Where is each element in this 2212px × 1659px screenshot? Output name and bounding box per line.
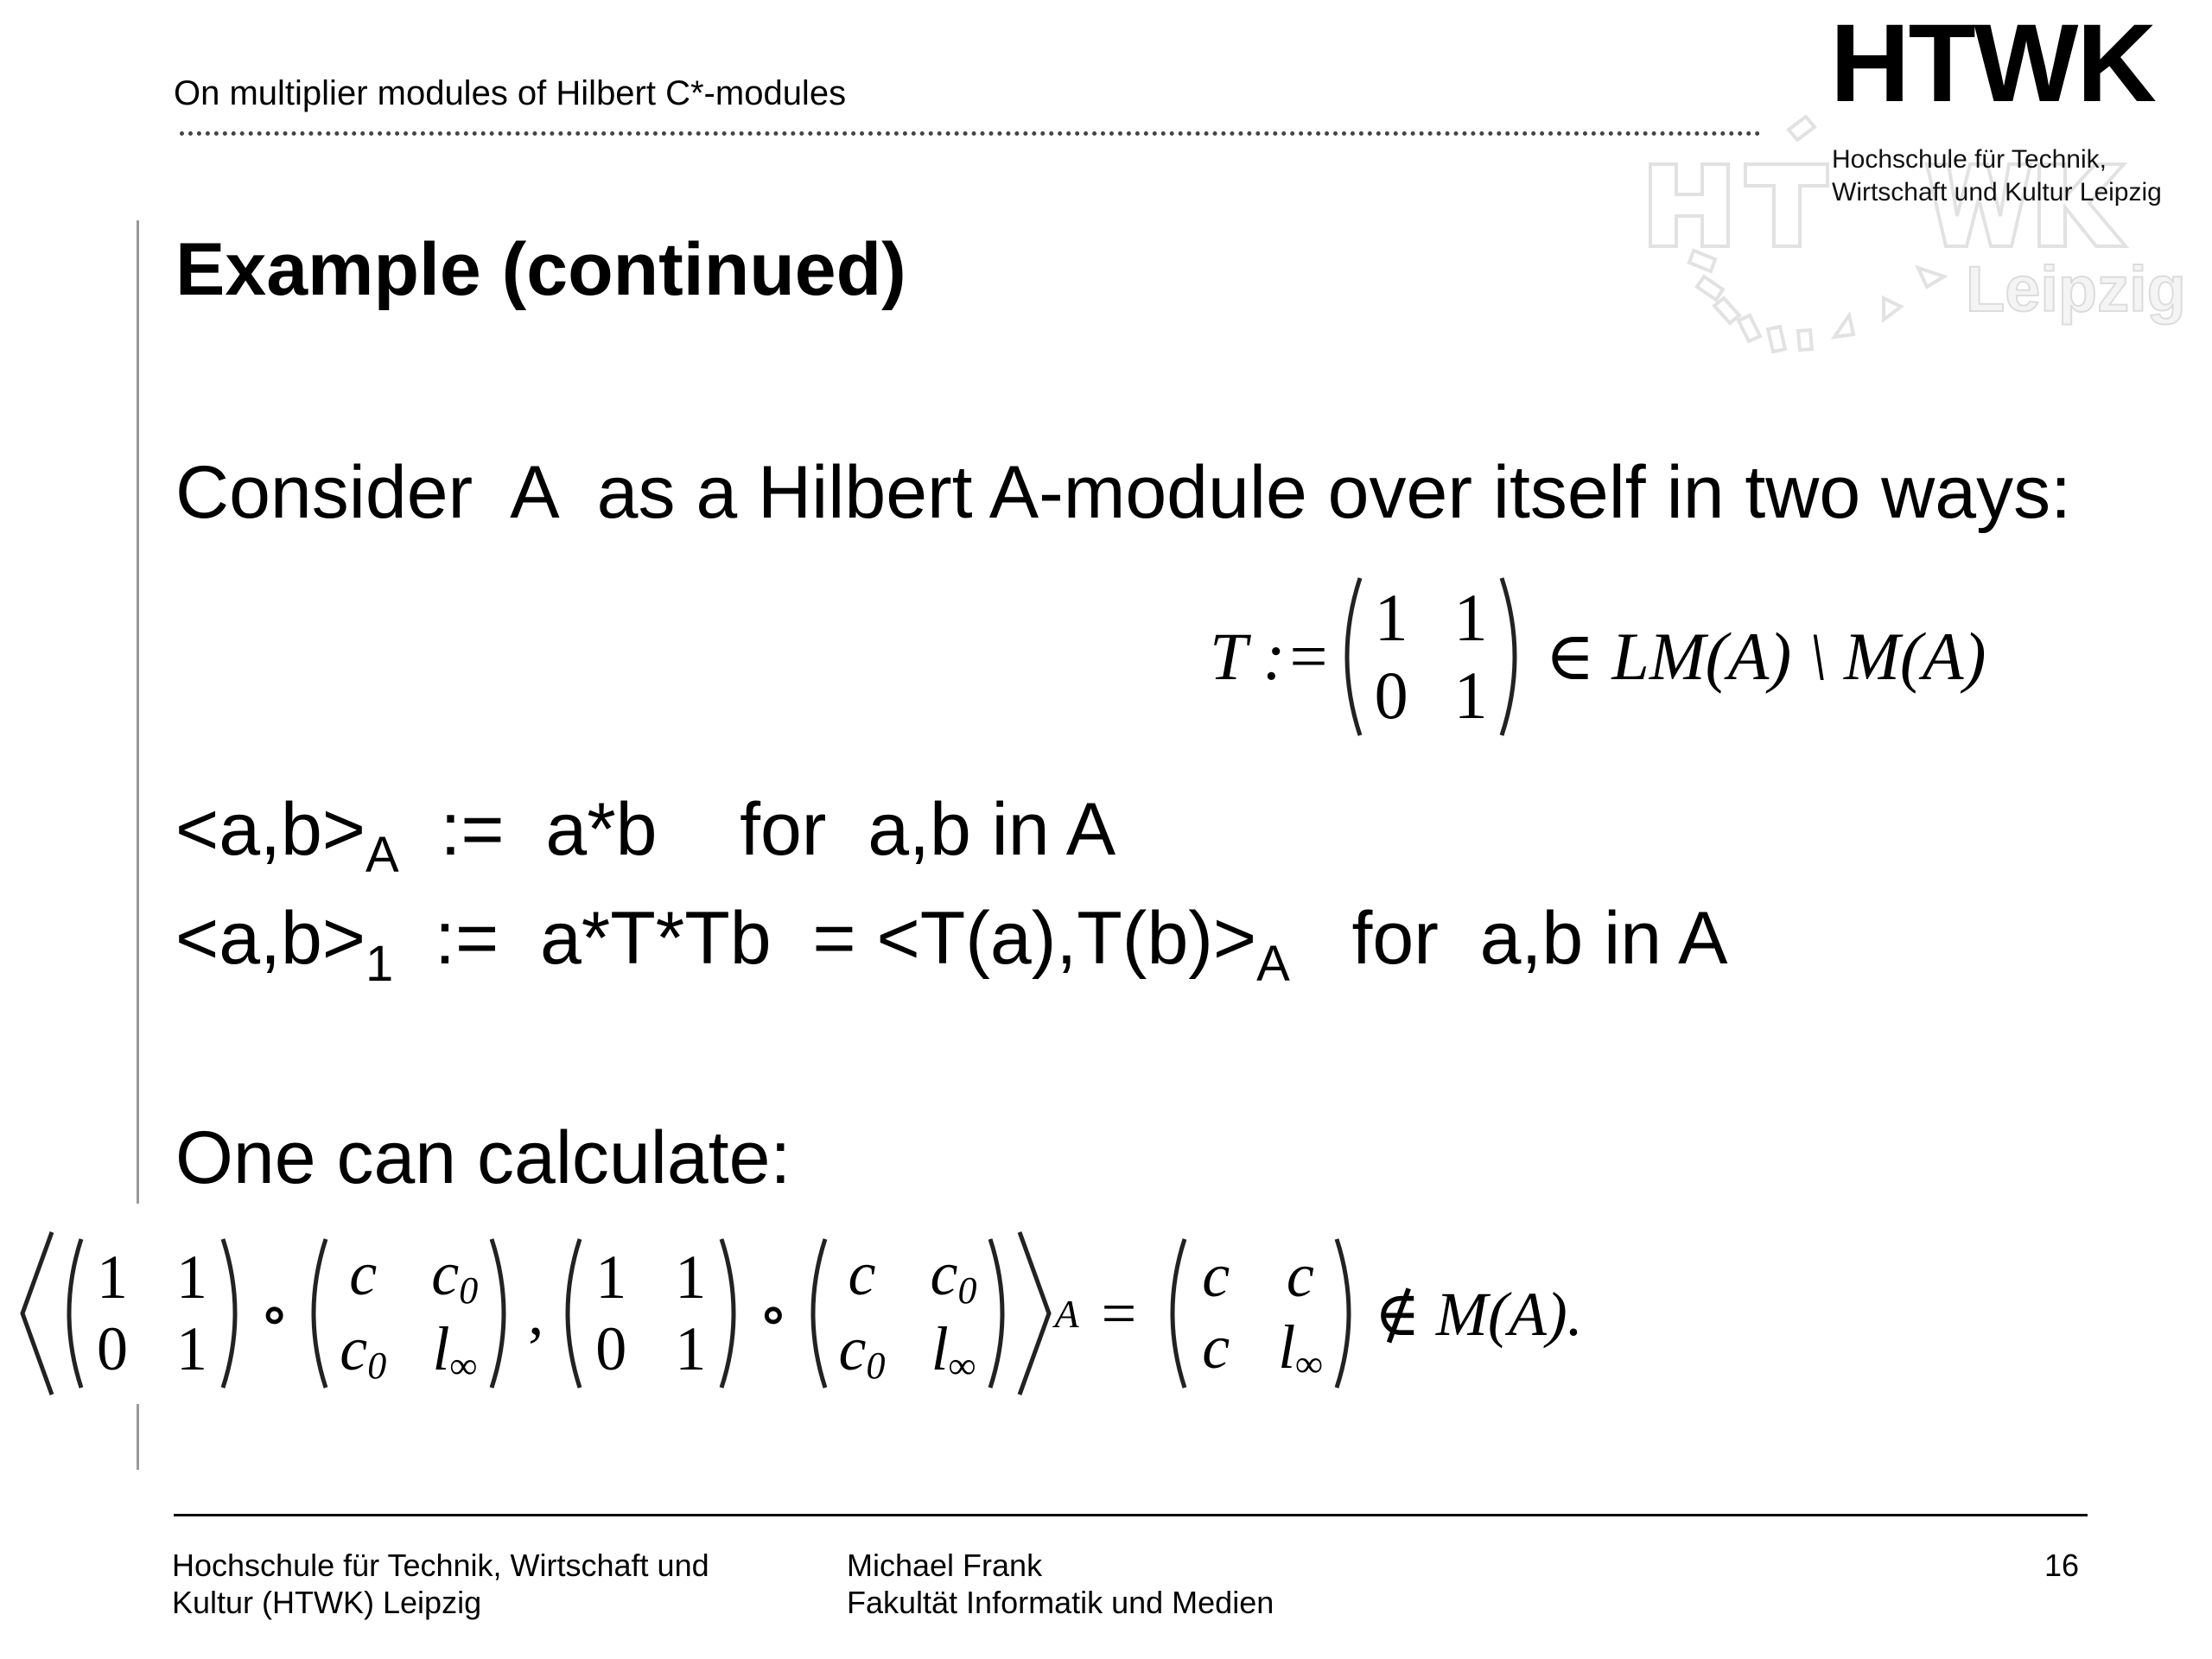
inner-1-lhs-subscript: 1 [365,936,394,992]
left-paren [1159,1236,1190,1391]
left-paren [799,1236,830,1391]
equals-sign: = [1101,1278,1137,1348]
matrix-cell: c [1202,1240,1230,1310]
page-number: 16 [2044,1548,2080,1583]
matrix-cell: 1 [1374,580,1408,656]
left-paren [300,1236,331,1391]
calc-line: One can calculate: [175,1116,791,1199]
left-paren [55,1236,86,1391]
matrix-c-2 [799,1236,1017,1391]
formula-T-lhs: T := [1210,619,1332,694]
right-paren [1497,575,1531,739]
matrix-cell: c [848,1238,876,1308]
footer-faculty: Fakultät Informatik und Medien [847,1585,1274,1620]
consider-line: Consider A as a Hilbert A-module over itself in two ways: [175,451,2071,534]
watermark-leipzig-text: Leipzig [1966,253,2186,325]
matrix-result [1159,1236,1362,1391]
inner-A-lhs-subscript: A [365,827,399,883]
footer-author: Michael Frank [847,1548,1043,1583]
matrix-cell: 1 [1453,580,1488,656]
inner-1-rest: for a,b in A [1289,897,1728,980]
matrix-cell: $l_\infty$ [931,1314,976,1387]
header-dotted-rule [180,131,1761,136]
logo-subtitle-line2: Wirtschaft und Kultur Leipzig [1832,178,2162,207]
matrix-T-2 [554,1236,747,1391]
left-paren [554,1236,585,1391]
right-paren [218,1236,249,1391]
left-vertical-rule-lower [137,1404,139,1470]
formula-T-rhs: ∈ LM(A) \ M(A) [1545,619,1986,694]
left-vertical-rule [137,220,139,1204]
formula-T-definition [1210,570,1986,743]
left-angle-bracket [17,1227,55,1400]
matrix-T-1 [55,1236,249,1391]
left-paren [1331,575,1365,739]
inner-A-rest: := a*b for a,b in A [398,788,1116,871]
matrix-cell: 1 [1453,658,1488,733]
inner-A-lhs: <a,b> [175,788,365,871]
right-paren [1332,1236,1363,1391]
right-paren [486,1236,518,1391]
matrix-cell: 1 [176,1314,207,1383]
right-paren [985,1236,1016,1391]
matrix-cell: $c_0$ [838,1314,886,1387]
matrix-cell: 1 [675,1314,707,1383]
compose-operator: ∘ [259,1279,290,1349]
matrix-cell: 0 [1374,658,1408,733]
matrix-c-1 [300,1236,518,1391]
matrix-cell: $l_\infty$ [1278,1312,1323,1385]
inner-product-1-line [175,897,1728,992]
logo-subtitle-line1: Hochschule für Technik, [1832,145,2107,174]
matrix-cell: $c_0$ [930,1238,977,1312]
matrix-cell: 1 [675,1242,707,1312]
inner-1-lhs: <a,b> [175,897,365,980]
formula-calculation [17,1227,1583,1400]
formula-tail: ∉ M(A). [1374,1279,1583,1349]
inner-1-mid-subscript: A [1256,936,1290,992]
matrix-cell: $c_0$ [340,1314,387,1387]
right-paren [716,1236,747,1391]
slide-title: Example (continued) [175,228,906,311]
matrix-cell: c [1286,1240,1314,1310]
footer-org-line2: Kultur (HTWK) Leipzig [172,1585,482,1620]
htwk-logo: HTWK [1830,2,2155,125]
matrix-T [1331,575,1531,739]
matrix-cell: 0 [97,1314,128,1383]
matrix-cell: c [1202,1312,1230,1382]
inner-product-subscript: A [1054,1291,1079,1336]
matrix-cell: c [349,1238,378,1308]
matrix-cell: 0 [595,1314,627,1383]
inner-product-A-line [175,788,1116,883]
matrix-cell: 1 [595,1242,627,1312]
right-angle-bracket [1016,1227,1054,1400]
matrix-cell: $c_0$ [431,1238,479,1312]
inner-1-mid: := a*T*Tb = <T(a),T(b)> [393,897,1257,980]
comma: , [528,1278,544,1348]
matrix-cell: 1 [97,1242,128,1312]
header-title: On multiplier modules of Hilbert C*-modules [174,74,847,112]
matrix-cell: $l_\infty$ [432,1314,477,1387]
footer-rule [174,1514,2088,1516]
footer-org-line1: Hochschule für Technik, Wirtschaft und [172,1548,709,1583]
compose-operator: ∘ [758,1279,789,1349]
matrix-cell: 1 [176,1242,207,1312]
